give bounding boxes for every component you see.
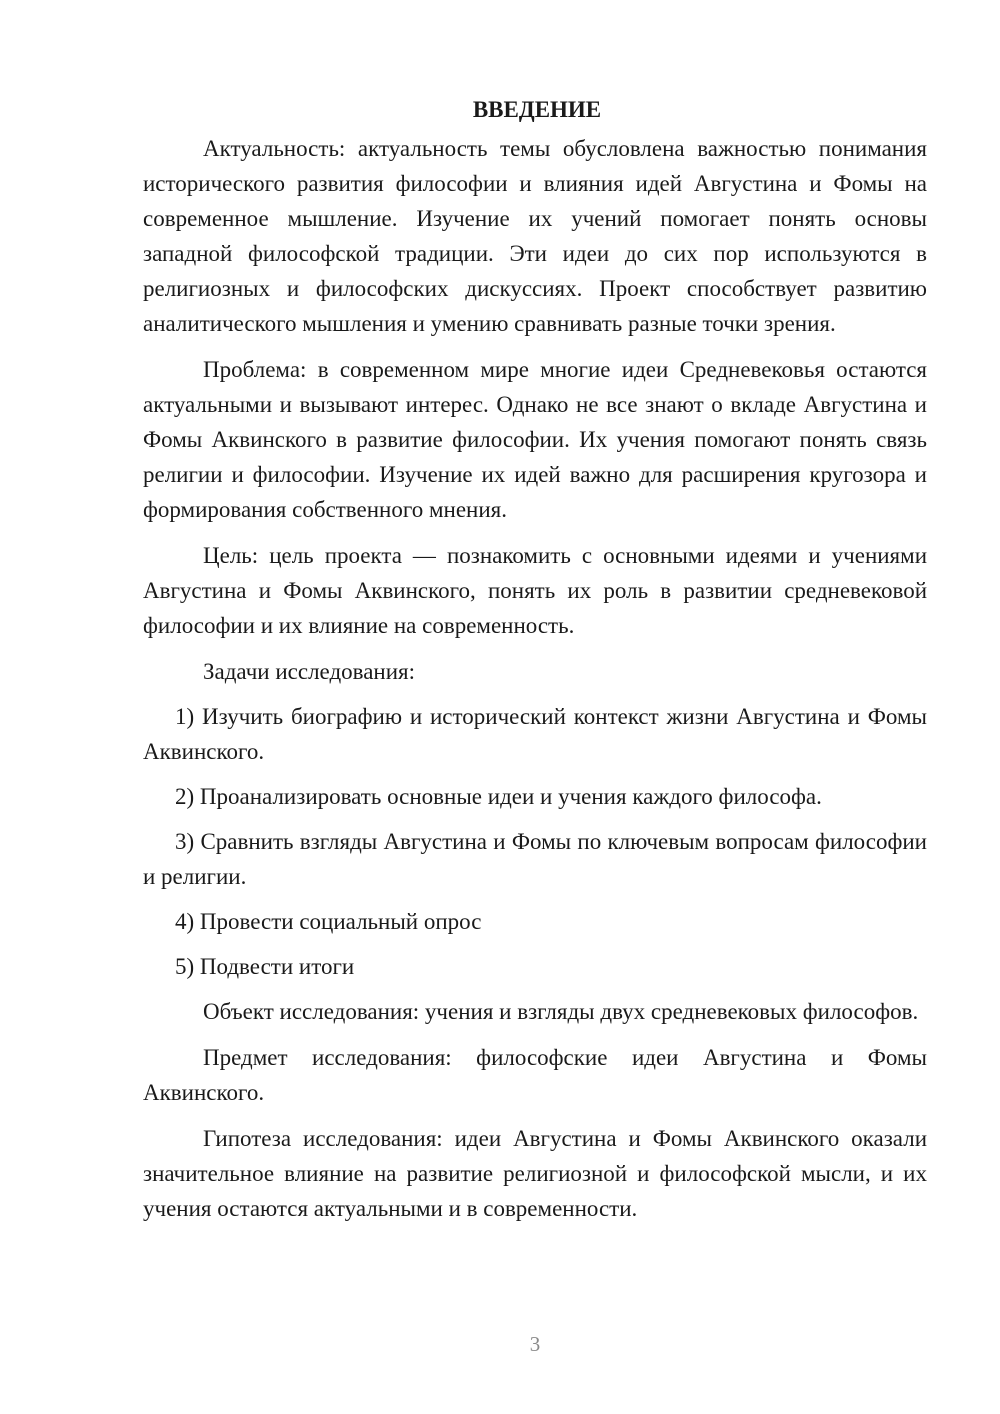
paragraph-hypothesis: Гипотеза исследования: идеи Августина и Фомы Аквинского оказали значительное влияние на развитие религиозной и философской мысли, и их учения остаются актуальными и в современности. [143,1126,927,1221]
paragraph-tasks-heading: Задачи исследования: [203,659,416,684]
page-number: 3 [529,1332,541,1356]
paragraph-problem: Проблема: в современном мире многие идеи Средневековья остаются актуальными и вызывают интерес. Однако не все знают о вкладе Августина и Фомы Аквинского в развитие философии. Их учения помогают понять связь религии и философии. Изучение их идей важно для расширения кругозора и формирования собственного мнения. [143,357,927,522]
task-item-3: 3) Сравнить взгляды Августина и Фомы по ключевым вопросам философии и религии. [143,829,927,889]
section-title: ВВЕДЕНИЕ [472,97,602,122]
task-item-4: 4) Провести социальный опрос [175,909,482,934]
task-item-5: 5) Подвести итоги [175,954,355,979]
paragraph-goal: Цель: цель проекта — познакомить с основными идеями и учениями Августина и Фомы Аквинского, понять их роль в развитии средневековой философии и их влияние на современность. [143,543,927,638]
task-item-1: 1) Изучить биографию и исторический контекст жизни Августина и Фомы Аквинского. [143,704,927,764]
paragraph-relevance: Актуальность: актуальность темы обусловлена важностью понимания исторического развития философии и влияния идей Августина и Фомы на современное мышление. Изучение их учений помогает понять основы западной философской традиции. Эти идеи до сих пор используются в религиозных и философских дискуссиях. Проект способствует развитию аналитического мышления и умению сравнивать разные точки зрения. [143,136,927,336]
document-page [143,92,927,1237]
task-item-2: 2) Проанализировать основные идеи и учения каждого философа. [175,784,822,809]
paragraph-subject: Предмет исследования: философские идеи Августина и Фомы Аквинского. [143,1045,927,1105]
paragraph-object: Объект исследования: учения и взгляды двух средневековых философов. [203,999,919,1024]
